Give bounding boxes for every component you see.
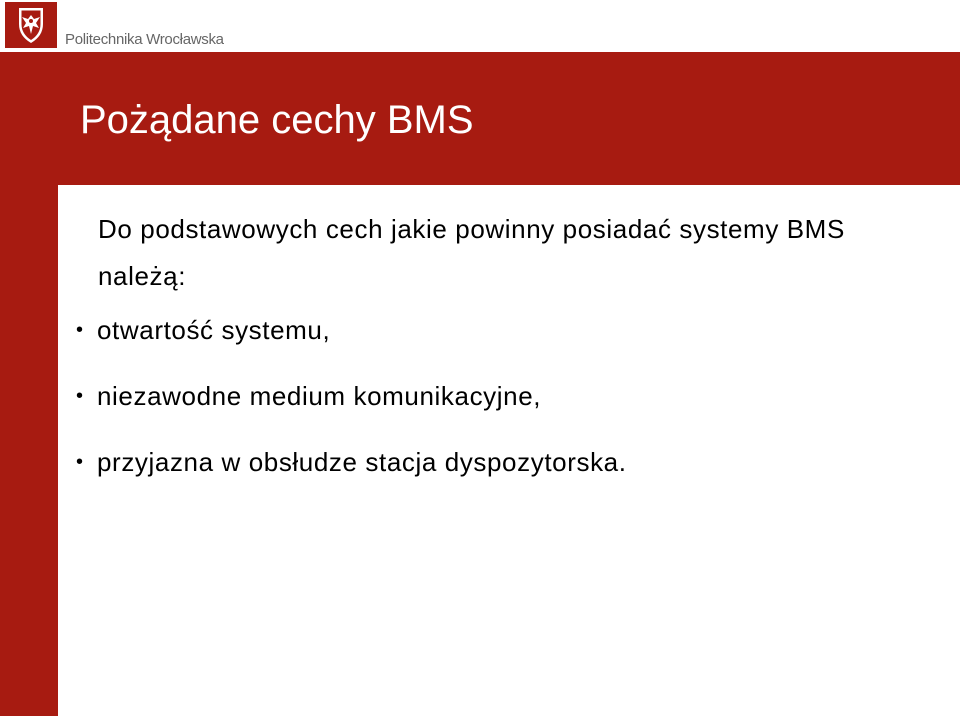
- intro-paragraph: Do podstawowych cech jakie powinny posiadać systemy BMS należą:: [98, 214, 845, 291]
- bullet-marker: •: [76, 451, 84, 473]
- bullet-marker: •: [76, 385, 84, 407]
- bullet-marker: •: [76, 319, 84, 341]
- university-name: Politechnika Wrocławska: [65, 31, 224, 48]
- bullet-text: przyjazna w obsłudze stacja dyspozytorska.: [97, 447, 627, 477]
- bullet-text: niezawodne medium komunikacyjne,: [97, 381, 542, 411]
- slide-title: Pożądane cechy BMS: [80, 98, 474, 142]
- bullet-text: otwartość systemu,: [97, 315, 331, 345]
